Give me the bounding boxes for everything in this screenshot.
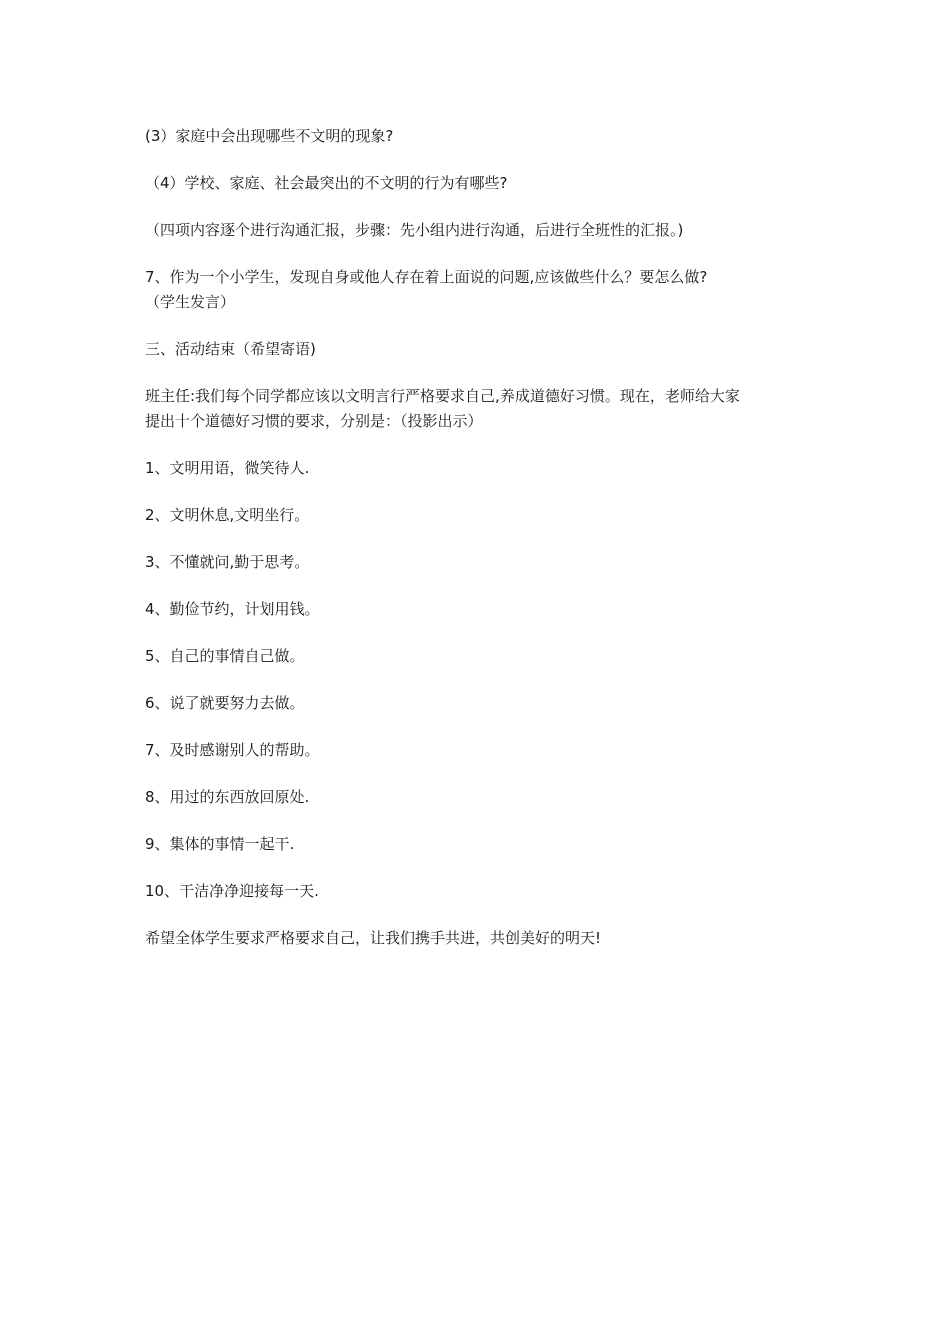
question-3: (3）家庭中会出现哪些不文明的现象? <box>145 127 394 145</box>
question-4: （4）学校、家庭、社会最突出的不文明的行为有哪些? <box>145 174 508 192</box>
section-heading-conclusion: 三、活动结束（希望寄语) <box>145 340 316 358</box>
habit-item-6: 6、说了就要努力去做。 <box>145 694 305 712</box>
teacher-speech-line-2: 提出十个道德好习惯的要求，分别是：（投影出示） <box>145 412 483 430</box>
habit-item-10: 10、干洁净净迎接每一天. <box>145 882 319 900</box>
habit-item-1: 1、文明用语，微笑待人. <box>145 459 310 477</box>
item-7-question: 7、作为一个小学生，发现自身或他人存在着上面说的问题,应该做些什么？要怎么做? <box>145 268 708 286</box>
habit-item-8: 8、用过的东西放回原处. <box>145 788 310 806</box>
teacher-speech-line-1: 班主任:我们每个同学都应该以文明言行严格要求自己,养成道德好习惯。现在，老师给大家 <box>145 387 740 405</box>
habit-item-2: 2、文明休息,文明坐行。 <box>145 506 310 524</box>
student-speech-note: （学生发言） <box>145 293 236 311</box>
closing-wish: 希望全体学生要求严格要求自己，让我们携手共进，共创美好的明天! <box>145 929 602 947</box>
habit-item-5: 5、自己的事情自己做。 <box>145 647 305 665</box>
habit-item-4: 4、勤俭节约，计划用钱。 <box>145 600 320 618</box>
reporting-note: （四项内容逐个进行沟通汇报，步骤：先小组内进行沟通，后进行全班性的汇报。) <box>145 221 684 239</box>
habit-item-3: 3、不懂就问,勤于思考。 <box>145 553 310 571</box>
habit-item-9: 9、集体的事情一起干. <box>145 835 295 853</box>
habit-item-7: 7、及时感谢别人的帮助。 <box>145 741 320 759</box>
